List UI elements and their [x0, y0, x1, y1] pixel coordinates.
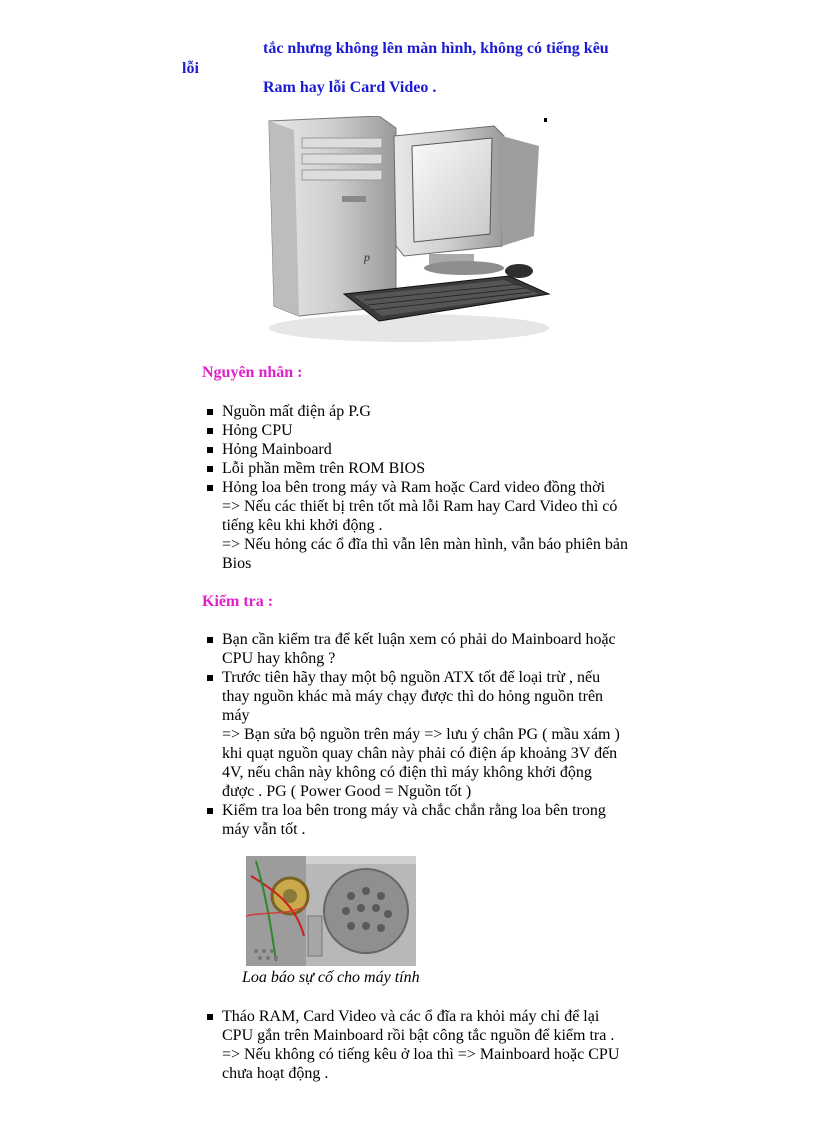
list-item [222, 668, 620, 801]
causes-list [222, 402, 628, 573]
list-item: Nguồn mất điện áp P.G [222, 402, 628, 421]
desktop-computer-image [264, 116, 554, 344]
intro-line-2: Ram hay lỗi Card Video . [263, 79, 437, 96]
list-item [222, 801, 620, 839]
list-item-line: CPU hay không ? [222, 650, 336, 667]
list-item: Hỏng Mainboard [222, 440, 628, 459]
list-item-line: CPU gắn trên Mainboard rồi bật công tắc nguồn để kiểm tra . [222, 1027, 615, 1044]
list-item [222, 630, 620, 668]
photo-caption: Loa báo sự cố cho máy tính [242, 969, 420, 986]
list-item-line: Hỏng loa bên trong máy và Ram hoặc Card video đồng thời [222, 479, 606, 496]
list-item-line: => Nếu hỏng các ổ đĩa thì vẫn lên màn hình, vẫn báo phiên bản [222, 536, 628, 553]
checks-list-continued [222, 1007, 619, 1083]
list-item-line: Trước tiên hãy thay một bộ nguồn ATX tốt để loại trừ , nếu [222, 669, 601, 686]
list-item-line: máy [222, 707, 250, 724]
list-item-line: tiếng kêu khi khởi động . [222, 517, 383, 534]
list-item-line: Bios [222, 555, 252, 572]
list-item-line: => Bạn sửa bộ nguồn trên máy => lưu ý chân PG ( mầu xám ) [222, 726, 620, 743]
intro-side-word: lỗi [182, 60, 199, 77]
list-item-line: khi quạt nguồn quay chân này phải có điện áp khoảng 3V đến [222, 745, 618, 762]
list-item-line: Bạn cần kiểm tra để kết luận xem có phải do Mainboard hoặc [222, 631, 616, 648]
list-item-line: được . PG ( Power Good = Nguồn tốt ) [222, 783, 472, 800]
list-item-line: => Nếu không có tiếng kêu ở loa thì => Mainboard hoặc CPU [222, 1046, 620, 1063]
list-item-line: chưa hoạt động . [222, 1065, 329, 1082]
speaker-photo [246, 856, 416, 966]
list-item [222, 1007, 619, 1083]
list-item: Hỏng CPU [222, 421, 628, 440]
heading-nguyen-nhan: Nguyên nhân : [202, 364, 303, 381]
checks-list [222, 630, 620, 839]
list-item-line: thay nguồn khác mà máy chạy được thì do hỏng nguồn trên [222, 688, 604, 705]
list-item-line: máy vẫn tốt . [222, 821, 306, 838]
list-item-line: Kiểm tra loa bên trong máy và chắc chắn rằng loa bên trong [222, 802, 606, 819]
list-item [222, 478, 628, 573]
list-item: Lỗi phần mềm trên ROM BIOS [222, 459, 628, 478]
list-item-line: 4V, nếu chân này không có điện thì máy không khởi động [222, 764, 592, 781]
intro-line-1: tắc nhưng không lên màn hình, không có tiếng kêu [263, 40, 609, 57]
list-item-line: Tháo RAM, Card Video và các ổ đĩa ra khỏi máy chỉ để lại [222, 1008, 600, 1025]
svg-text:p: p [364, 250, 370, 264]
heading-kiem-tra: Kiểm tra : [202, 593, 274, 610]
list-item-line: => Nếu các thiết bị trên tốt mà lỗi Ram hay Card Video thì có [222, 498, 618, 515]
